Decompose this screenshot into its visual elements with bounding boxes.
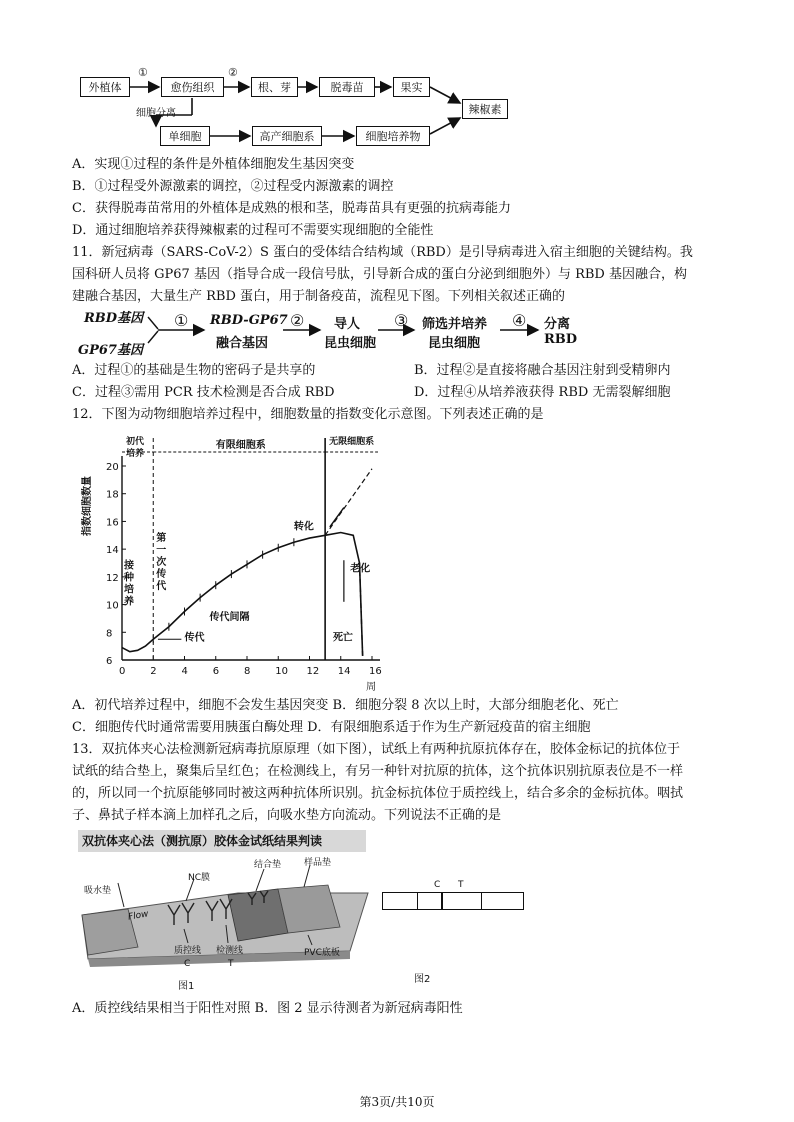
box-virus-free: 脱毒苗 <box>319 77 375 97</box>
box-callus: 愈伤组织 <box>161 77 224 97</box>
q12-stem: 12．下图为动物细胞培养过程中，细胞数量的指数变化示意图。下列表述正确的是 <box>72 407 544 422</box>
q13-options: A．质控线结果相当于阳性对照 B．图 2 显示待测者为新冠病毒阳性 <box>72 1001 463 1016</box>
box-fruit: 果实 <box>393 77 430 97</box>
split-label: 细胞分离 <box>136 108 176 119</box>
q13-banner: 双抗体夹心法（测抗原）胶体金试纸结果判读 <box>78 830 366 852</box>
box-root-bud: 根、芽 <box>251 77 298 97</box>
q12-options-ab: A．初代培养过程中，细胞不会发生基因突变 B．细胞分裂 8 次以上时，大部分细胞老化、死亡 <box>72 698 619 713</box>
x-tick-label: 2 <box>150 666 157 677</box>
q13-stem-line-4: 子、鼻拭子样本滴上加样孔之后，向吸水垫方向流动。下列说法不正确的是 <box>72 808 502 823</box>
box-cell-culture: 细胞培养物 <box>356 126 430 146</box>
label-flow: Flow <box>127 909 150 923</box>
y-tick-label: 16 <box>106 517 119 529</box>
annotation-seeding: 种 <box>124 572 134 584</box>
x-tick-label: 6 <box>212 666 220 677</box>
annotation-interval: 传代间隔 <box>209 611 250 623</box>
annotation-finite-line: 有限细胞系 <box>215 440 266 451</box>
q11-step-4: ④ <box>512 311 527 330</box>
test-strip-figure <box>78 855 378 995</box>
gene-gp67: GP67基因 <box>78 343 143 358</box>
label-sample-pad: 样品垫 <box>304 858 332 868</box>
label-absorbent-pad: 吸水垫 <box>84 886 112 896</box>
q11-option-c: C．过程③需用 PCR 技术检测是否合成 RBD <box>72 385 335 400</box>
flowchart-tissue-culture <box>0 0 794 150</box>
q11-option-d: D．过程④从培养液获得 RBD 无需裂解细胞 <box>414 385 671 400</box>
q13-stem-line-1: 13．双抗体夹心法检测新冠病毒抗原原理（如下图），试纸上有两种抗原抗体存在，胶体金标记的抗体位于 <box>72 742 681 757</box>
x-tick-label: 12 <box>306 666 320 677</box>
q11-box-2-line-a: 导人 <box>334 317 361 332</box>
control-band <box>441 893 443 909</box>
y-tick-label: 20 <box>106 462 119 473</box>
annotation-seeding: 接 <box>124 560 134 572</box>
q10-option-a: A．实现①过程的条件是外植体细胞发生基因突变 <box>72 157 355 172</box>
y-tick-label: 14 <box>106 545 119 557</box>
x-tick-label: 16 <box>369 666 382 677</box>
annotation-passage: 传代 <box>184 632 205 644</box>
q11-box-4-line-a: 分离 <box>544 317 571 332</box>
q10-option-d: D．通过细胞培养获得辣椒素的过程可不需要实现细胞的全能性 <box>72 223 434 238</box>
result-strip <box>382 892 524 910</box>
annotation-aging: 老化 <box>350 563 371 575</box>
cell-culture-chart <box>70 424 390 694</box>
result-strip-figure <box>380 880 530 985</box>
y-axis-label: 指数细胞数量 <box>82 476 93 536</box>
q11-box-3-line-b: 昆虫细胞 <box>428 336 481 351</box>
annotation-infinite-line: 无限细胞系 <box>329 437 375 447</box>
label-test-line: 检测线 <box>216 946 244 956</box>
label-c: C <box>184 959 191 969</box>
fig2-t-label: T <box>458 880 464 890</box>
annotation-first-passage: 第 <box>156 532 167 544</box>
label-t: T <box>228 959 234 969</box>
page-footer: 第3页/共10页 <box>359 1095 435 1109</box>
q10-option-c: C．获得脱毒苗常用的外植体是成熟的根和茎，脱毒苗具有更强的抗病毒能力 <box>72 201 511 216</box>
box-explant: 外植体 <box>80 77 130 97</box>
transformation-line <box>325 469 372 536</box>
annotation-seeding: 养 <box>124 596 134 608</box>
box-capsaicin: 辣椒素 <box>462 99 508 119</box>
y-tick-label: 18 <box>106 489 119 501</box>
q11-stem-line-2: 国科研人员将 GP67 基因（指导合成一段信号肽，引导新合成的蛋白分泌到细胞外）与 RBD 基因融合，构 <box>72 267 687 282</box>
y-tick-label: 10 <box>106 600 119 612</box>
label-pvc-base: PVC底板 <box>304 948 340 958</box>
annotation-first-passage: 一 <box>156 544 167 556</box>
annotation-first-passage: 传 <box>156 568 167 580</box>
annotation-seeding: 培 <box>124 584 134 596</box>
x-tick-label: 10 <box>275 666 288 677</box>
annotation-first-passage: 次 <box>156 556 167 568</box>
q13-stem-line-3: 的，所以同一个抗原能够同时被这两种抗体所识别。抗金标抗体位于质控线上，结合多余的金标抗体。咽拭 <box>72 786 684 801</box>
test-strip-drawing <box>78 855 378 995</box>
y-tick-label: 12 <box>106 572 119 584</box>
q11-box-1-line-a: RBD-GP67 <box>210 313 288 328</box>
q11-stem-line-3: 建融合基因，大量生产 RBD 蛋白，用于制备疫苗，流程见下图。下列相关叙述正确的 <box>72 289 566 304</box>
x-tick-label: 0 <box>119 666 126 677</box>
annotation-transformation: 转化 <box>293 521 314 533</box>
annotation-primary-culture: 初代 <box>126 437 145 447</box>
transformation-arrow <box>330 508 344 527</box>
q11-step-1: ① <box>174 311 189 330</box>
x-tick-label: 8 <box>244 666 251 677</box>
q11-option-b: B．过程②是直接将融合基因注射到受精卵内 <box>414 363 671 378</box>
q11-box-2-line-b: 昆虫细胞 <box>324 336 377 351</box>
q11-option-a: A．过程①的基础是生物的密码子是共享的 <box>72 363 316 378</box>
q11-stem-line-1: 11．新冠病毒（SARS-CoV-2）S 蛋白的受体结合结构域（RBD）是引导病毒进入宿主细胞的关键结构。我 <box>72 245 693 260</box>
q11-step-3: ③ <box>394 311 409 330</box>
y-tick-label: 8 <box>106 628 113 640</box>
annotation-death: 死亡 <box>332 632 353 644</box>
x-axis-label: 周 <box>366 682 376 693</box>
label-nc-membrane: NC膜 <box>188 873 211 883</box>
label-control-line: 质控线 <box>174 946 202 956</box>
q10-option-b: B．①过程受外源激素的调控，②过程受内源激素的调控 <box>72 179 394 194</box>
step-1-label: ① <box>138 66 148 79</box>
label-conjugate-pad: 结合垫 <box>254 860 282 870</box>
q11-flow <box>0 305 794 357</box>
y-tick-label: 6 <box>106 656 113 667</box>
q11-box-3-line-a: 筛选并培养 <box>422 317 488 332</box>
x-tick-label: 14 <box>337 666 351 677</box>
q11-box-1-line-b: 融合基因 <box>216 336 269 351</box>
step-2-label: ② <box>228 66 238 79</box>
gene-rbd: RBD基因 <box>84 311 144 326</box>
q12-options-cd: C．细胞传代时通常需要用胰蛋白酶处理 D．有限细胞系适于作为生产新冠疫苗的宿主细胞 <box>72 720 591 735</box>
fig2-c-label: C <box>434 880 441 890</box>
fig1-caption: 图1 <box>178 981 195 992</box>
annotation-primary-culture: 培养 <box>126 449 145 459</box>
x-tick-label: 4 <box>181 666 188 677</box>
box-high-yield: 高产细胞系 <box>252 126 322 146</box>
strip-divider <box>417 893 418 909</box>
strip-divider <box>481 893 482 909</box>
annotation-first-passage: 代 <box>156 580 167 592</box>
q11-step-2: ② <box>290 311 305 330</box>
box-single-cell: 单细胞 <box>160 126 210 146</box>
fig2-caption: 图2 <box>414 974 431 985</box>
q13-stem-line-2: 试纸的结合垫上，聚集后呈红色；在检测线上，有另一种针对抗原的抗体，这个抗体识别抗原表位是不一样 <box>72 764 684 779</box>
q11-box-4-line-b: RBD <box>544 332 578 347</box>
